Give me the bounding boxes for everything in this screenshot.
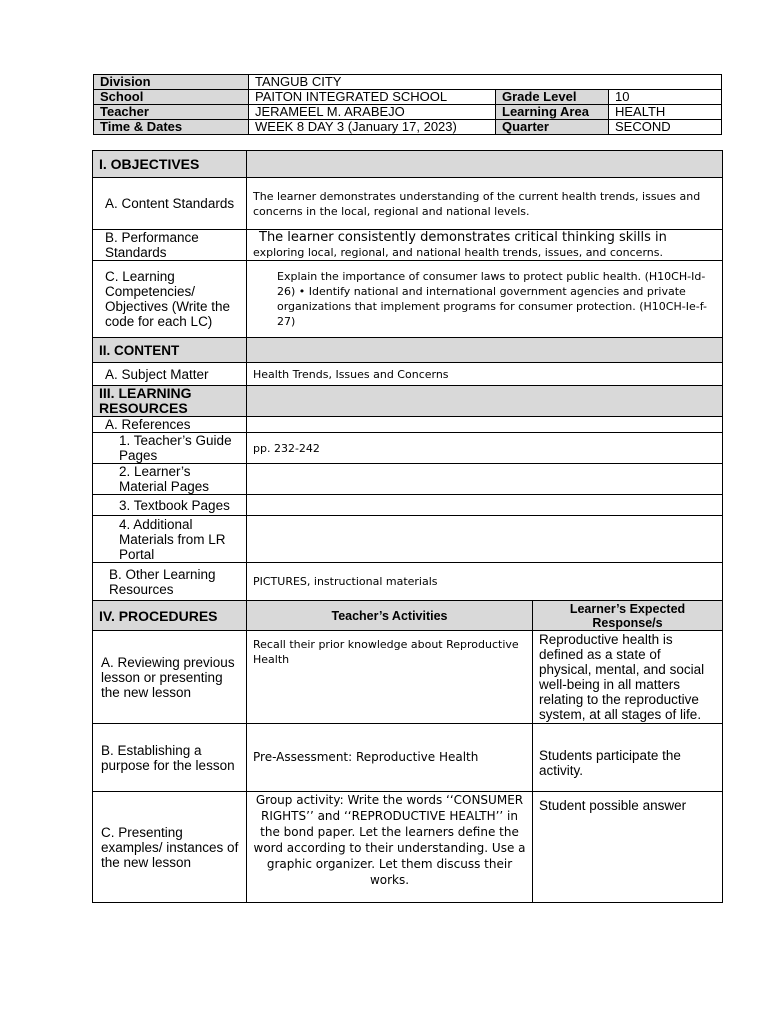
- resources-heading-fill: [247, 386, 723, 417]
- procedure-c-label: C. Presenting examples/ instances of the new lesson: [93, 792, 247, 903]
- procedure-a-learner: Reproductive health is defined as a state of physical, mental, and social well-being in all matters relating to the reproductive system, at all stages of life.: [533, 631, 723, 724]
- area-value: HEALTH: [609, 105, 722, 120]
- procedures-heading: IV. PROCEDURES: [93, 601, 247, 631]
- procedure-b-learner: Students participate the activity.: [533, 724, 723, 792]
- resources-heading: III. LEARNING RESOURCES: [93, 386, 247, 417]
- division-label: Division: [94, 75, 249, 90]
- lesson-plan-table: [92, 150, 723, 903]
- performance-standards-label: B. Performance Standards: [93, 230, 247, 261]
- procedure-a-teacher: Recall their prior knowledge about Reproductive Health: [247, 631, 533, 724]
- grade-value: 10: [609, 90, 722, 105]
- competencies-label: C. Learning Competencies/ Objectives (Write the code for each LC): [93, 261, 247, 338]
- other-resources-value: PICTURES, instructional materials: [247, 563, 723, 601]
- performance-standards-text: [247, 230, 723, 261]
- content-heading-fill: [247, 338, 723, 363]
- textbook-pages-label: 3. Textbook Pages: [93, 495, 247, 516]
- procedure-c-learner: Student possible answer: [533, 792, 723, 903]
- objectives-heading-fill: [247, 151, 723, 178]
- competencies-text: Explain the importance of consumer laws to protect public health. (H10CH-Id-26) • Identify national and international government agencies and private organizations that implement programs for consumer protection. (H10CH-Ie-f-27): [247, 261, 723, 338]
- teachers-guide-label: 1. Teacher’s Guide Pages: [93, 433, 247, 464]
- area-label: Learning Area: [496, 105, 609, 120]
- teacher-activities-header: Teacher’s Activities: [247, 601, 533, 631]
- teachers-guide-value: pp. 232-242: [247, 433, 723, 464]
- content-standards-label: A. Content Standards: [93, 178, 247, 230]
- references-label: A. References: [93, 417, 247, 433]
- grade-label: Grade Level: [496, 90, 609, 105]
- time-value: WEEK 8 DAY 3 (January 17, 2023): [249, 120, 496, 135]
- division-value: TANGUB CITY: [249, 75, 722, 90]
- additional-materials-label: 4. Additional Materials from LR Portal: [93, 516, 247, 563]
- content-standards-text: The learner demonstrates understanding of the current health trends, issues and concerns in the local, regional and national levels.: [247, 178, 723, 230]
- procedure-b-label: B. Establishing a purpose for the lesson: [93, 724, 247, 792]
- performance-text-line-1: The learner consistently demonstrates critical thinking skills in: [259, 230, 667, 245]
- school-label: School: [94, 90, 249, 105]
- textbook-pages-value: [247, 495, 723, 516]
- teacher-value: JERAMEEL M. ARABEJO: [249, 105, 496, 120]
- procedure-b-teacher: Pre-Assessment: Reproductive Health: [247, 724, 533, 792]
- subject-matter-label: A. Subject Matter: [93, 363, 247, 386]
- time-label: Time & Dates: [94, 120, 249, 135]
- other-resources-label: B. Other Learning Resources: [93, 563, 247, 601]
- quarter-value: SECOND: [609, 120, 722, 135]
- performance-text-line-2: exploring local, regional, and national health trends, issues, and concerns.: [253, 246, 663, 259]
- procedure-a-label: A. Reviewing previous lesson or presenting the new lesson: [93, 631, 247, 724]
- school-value: PAITON INTEGRATED SCHOOL: [249, 90, 496, 105]
- procedure-c-teacher: Group activity: Write the words ‘‘CONSUMER RIGHTS’’ and ‘‘REPRODUCTIVE HEALTH’’ in the bond paper. Let the learners define the word according to their understanding. Use a graphic organizer. Let them discuss their works.: [247, 792, 533, 903]
- subject-matter-text: Health Trends, Issues and Concerns: [247, 363, 723, 386]
- additional-materials-value: [247, 516, 723, 563]
- references-value: [247, 417, 723, 433]
- learner-response-header: Learner’s Expected Response/s: [533, 601, 723, 631]
- content-heading: II. CONTENT: [93, 338, 247, 363]
- learners-material-label: 2. Learner’s Material Pages: [93, 464, 247, 495]
- teacher-label: Teacher: [94, 105, 249, 120]
- learners-material-value: [247, 464, 723, 495]
- header-table: [93, 74, 722, 135]
- objectives-heading: I. OBJECTIVES: [93, 151, 247, 178]
- quarter-label: Quarter: [496, 120, 609, 135]
